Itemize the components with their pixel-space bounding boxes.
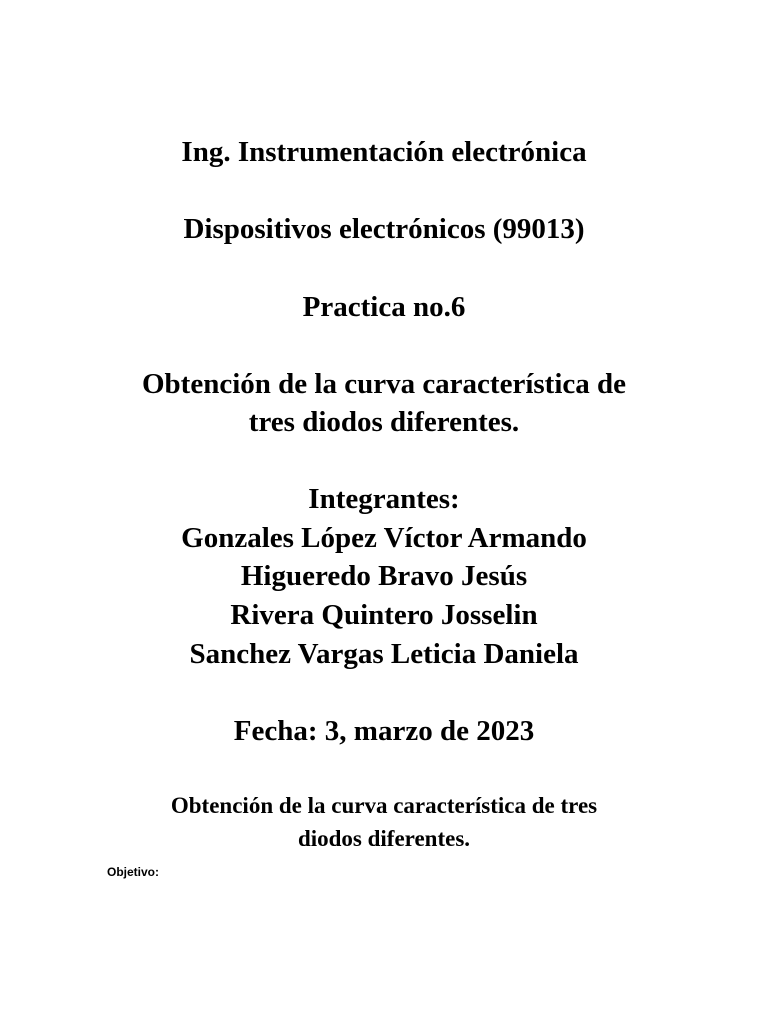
member-name: Higueredo Bravo Jesús: [240, 560, 528, 592]
course-name: Dispositivos electrónicos (99013): [183, 213, 585, 245]
report-date: Fecha: 3, marzo de 2023: [233, 715, 535, 747]
practice-title-line-2: tres diodos diferentes.: [248, 406, 520, 438]
practice-title-line-1: Obtención de la curva característica de: [141, 368, 627, 400]
member-name: Rivera Quintero Josselin: [230, 599, 538, 631]
section-heading-line-1: Obtención de la curva característica de tres: [170, 793, 598, 818]
member-name: Sanchez Vargas Leticia Daniela: [189, 638, 579, 670]
practice-number: Practica no.6: [302, 291, 466, 323]
section-heading-line-2: diodos diferentes.: [297, 826, 471, 851]
member-name: Gonzales López Víctor Armando: [181, 522, 587, 554]
objective-label: Objetivo:: [107, 865, 160, 879]
members-label: Integrantes:: [308, 483, 460, 515]
career-name: Ing. Instrumentación electrónica: [181, 136, 587, 168]
